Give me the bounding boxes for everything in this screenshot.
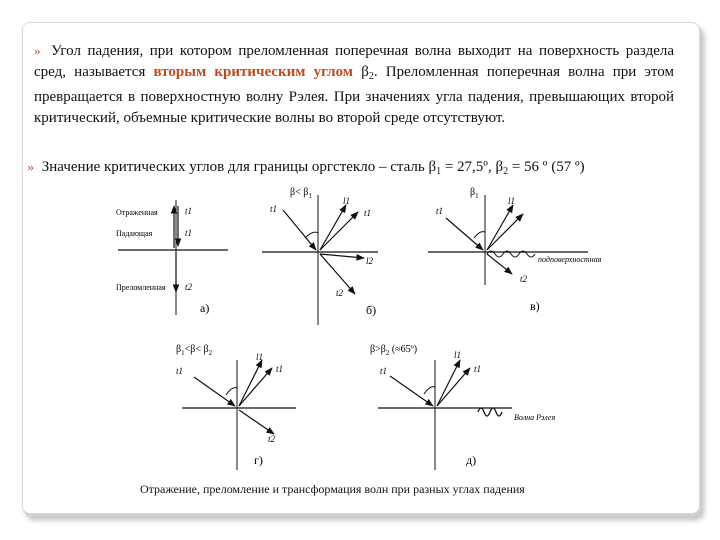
diagram-b-label: б) <box>366 303 377 317</box>
label-a-t2: t2 <box>185 282 193 292</box>
bullet-marker: » <box>34 43 41 58</box>
label-b-t1-reflected: t1 <box>364 208 372 218</box>
rayleigh-wave-e <box>478 408 502 416</box>
label-b-t2: t2 <box>336 288 344 298</box>
angle-label-e: $\beta>\beta_2$ (≈65º) <box>370 344 418 357</box>
bullet-marker-2: » <box>27 159 34 174</box>
diagram-e <box>378 360 512 470</box>
diagram-c-label: в) <box>530 299 540 313</box>
label-b-l2: l2 <box>366 256 374 266</box>
label-e-t1-incident: t1 <box>380 366 388 376</box>
label-e-t1-reflected: t1 <box>474 364 482 374</box>
label-incident: Падающая <box>116 229 153 238</box>
label-c-subsurface: подповерхностная <box>538 255 602 264</box>
incident-arrow-b <box>283 210 316 250</box>
beta2-sub: 2 <box>503 166 509 177</box>
beta2-value: = 56 º (57 º) <box>508 159 585 175</box>
label-e-rayleigh: Волна Рэлея <box>514 413 556 422</box>
symbol-sub: 2 <box>368 71 374 82</box>
label-b-l1: l1 <box>343 196 351 206</box>
angle-arc-e <box>424 387 435 394</box>
label-a-t1-incident: t1 <box>185 228 193 238</box>
symbol-beta: β <box>361 64 369 80</box>
figure-caption: Отражение, преломление и трансформация волн при разных углах падения <box>140 482 525 496</box>
label-a-t1-reflected: t1 <box>185 206 193 216</box>
refracted-l-b <box>320 254 364 258</box>
label-reflected: Отраженная <box>116 208 158 217</box>
diagram-a <box>118 200 228 315</box>
diagram-d-label: г) <box>254 453 263 467</box>
diagram-c <box>428 195 588 285</box>
angle-arc-b <box>305 232 318 238</box>
beta1-sub: 1 <box>436 166 442 177</box>
label-b-t1-incident: t1 <box>270 204 278 214</box>
refracted-t-d <box>239 410 274 434</box>
label-d-l1: l1 <box>256 352 264 362</box>
angle-label-c: $\beta_1$ <box>470 187 479 200</box>
label-d-t1-incident: t1 <box>176 366 184 376</box>
para2-text: Значение критических углов для границы оргстекло – сталь β <box>41 159 437 175</box>
diagram-b <box>262 195 378 325</box>
angle-arc-c <box>474 232 485 238</box>
diagram-e-label: д) <box>466 453 477 467</box>
label-c-t2: t2 <box>520 274 528 284</box>
para1-text-before: Угол падения, при котором преломленная поперечная волна выходит на поверхность раздела сред, называется <box>34 43 674 80</box>
beta1-value: = 27,5º, β <box>441 159 504 175</box>
term-second-critical-angle: вторым критическим углом <box>153 64 354 80</box>
diagram-d <box>182 360 296 470</box>
label-d-t1-reflected: t1 <box>276 364 284 374</box>
label-refracted: Преломленная <box>116 283 166 292</box>
label-e-l1: l1 <box>454 350 462 360</box>
para1-text-after: . Преломленная поперечная волна при этом превращается в поверхностную волну Рэлея. При значениях угла падения, превышающих второй критический, объемные критические волны во второй среде отсутствуют. <box>34 64 675 126</box>
label-d-t2: t2 <box>268 434 276 444</box>
diagram-a-label: а) <box>200 301 210 315</box>
angle-label-d: $\beta_1<\beta< \beta_2$ <box>176 344 213 357</box>
angle-arc-d <box>226 388 237 395</box>
label-c-t1: t1 <box>436 206 444 216</box>
label-c-l1: l1 <box>508 196 516 206</box>
angle-label-b: $\beta< \beta_1$ <box>290 187 312 200</box>
